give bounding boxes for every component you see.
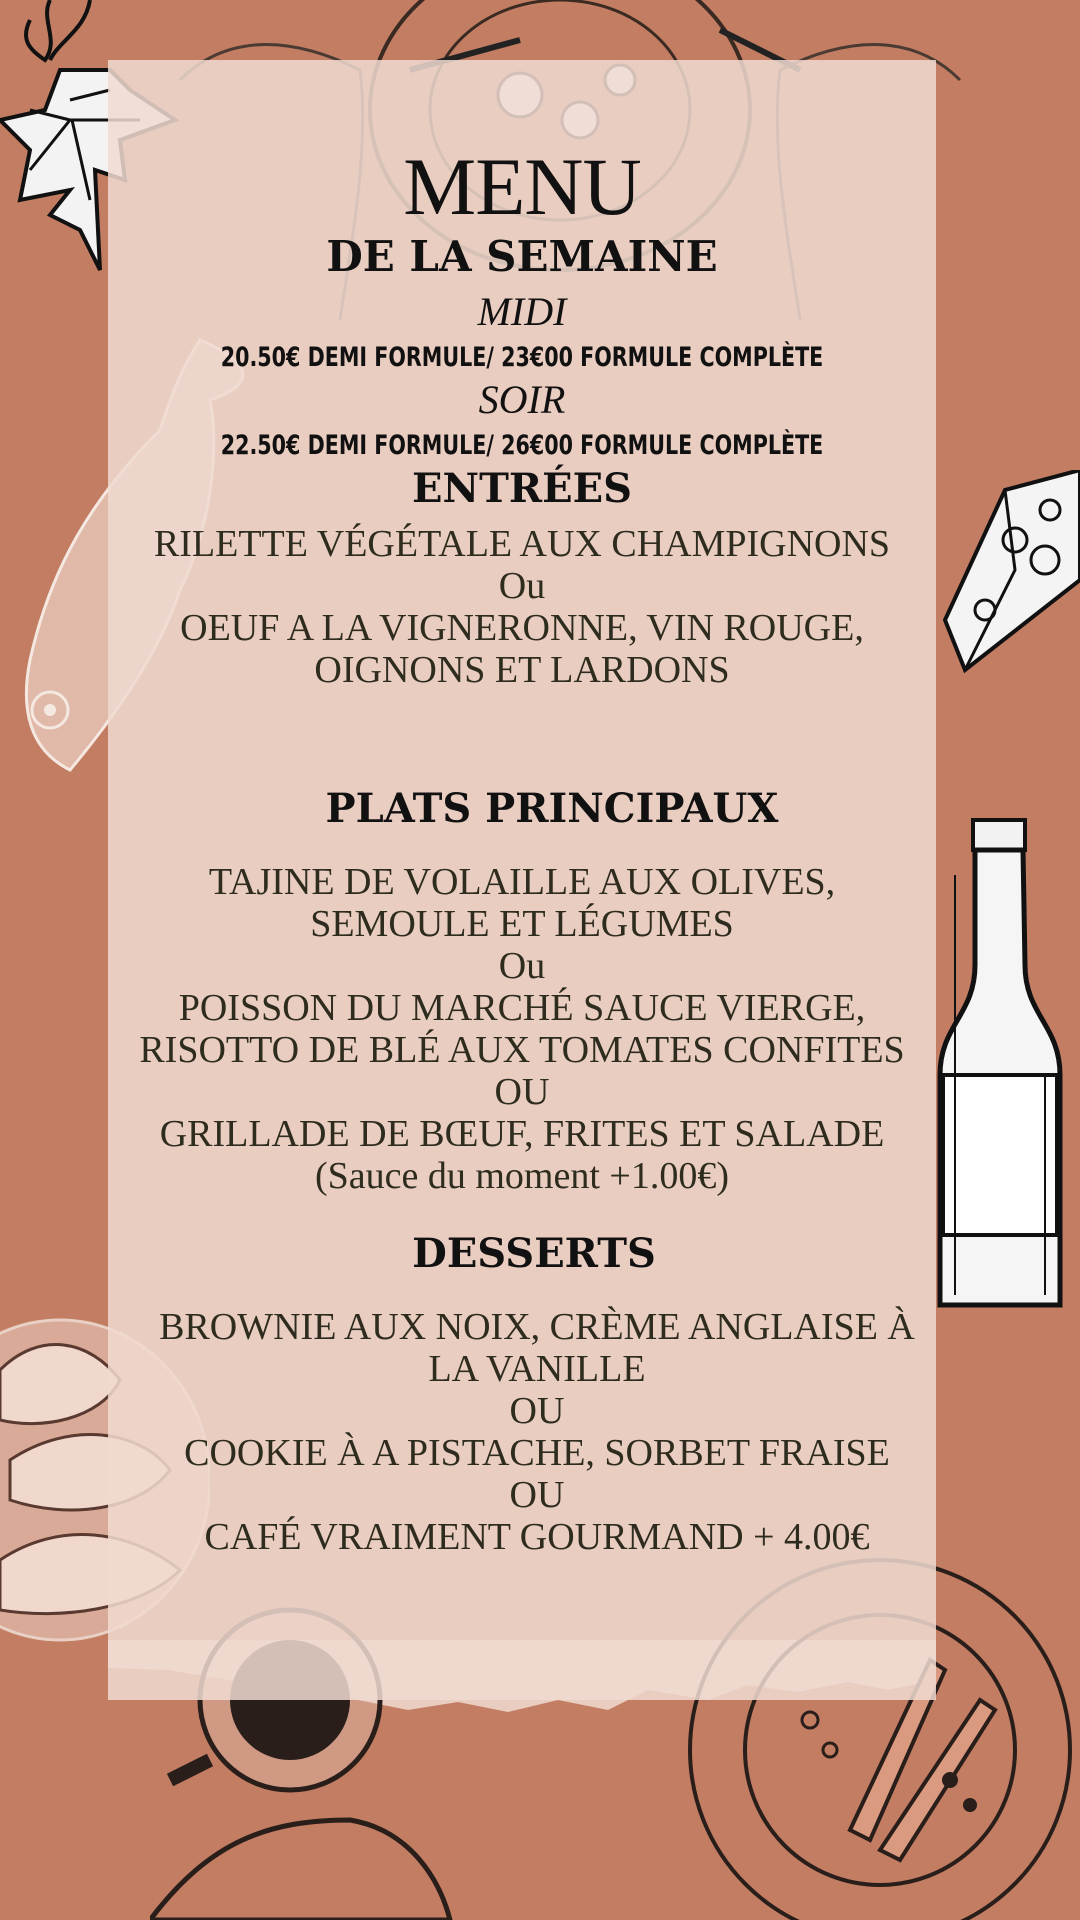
plats-title: PLATS PRINCIPAUX — [325, 785, 779, 832]
midi-label: MIDI — [477, 289, 567, 334]
menu-subtitle: DE LA SEMAINE — [326, 232, 718, 281]
plat-line: Ou — [498, 945, 546, 987]
midi-price: 20.50€ DEMI FORMULE/ 23€00 FORMULE COMPLÈTE — [220, 342, 824, 373]
dessert-line: COOKIE À A PISTACHE, SORBET FRAISE — [184, 1432, 890, 1474]
plat-line: GRILLADE DE BŒUF, FRITES ET SALADE — [159, 1113, 885, 1155]
entree-line: Ou — [498, 565, 546, 607]
dessert-line: OU — [509, 1390, 565, 1432]
plat-line: SEMOULE ET LÉGUMES — [310, 903, 734, 945]
menu-title: MENU — [403, 141, 641, 232]
dessert-line: BROWNIE AUX NOIX, CRÈME ANGLAISE À — [159, 1306, 915, 1348]
entrees-title: ENTRÉES — [412, 465, 632, 512]
dessert-line: CAFÉ VRAIMENT GOURMAND + 4.00€ — [204, 1516, 870, 1558]
entree-line: OIGNONS ET LARDONS — [314, 649, 730, 691]
soir-label: SOIR — [478, 377, 566, 422]
plat-line: RISOTTO DE BLÉ AUX TOMATES CONFITES — [139, 1029, 905, 1071]
plat-line: POISSON DU MARCHÉ SAUCE VIERGE, — [178, 987, 866, 1029]
dessert-line: OU — [509, 1474, 565, 1516]
dessert-line: LA VANILLE — [428, 1348, 646, 1390]
plat-line: (Sauce du moment +1.00€) — [314, 1155, 729, 1197]
soir-price: 22.50€ DEMI FORMULE/ 26€00 FORMULE COMPLÈTE — [220, 430, 824, 461]
entree-line: OEUF A LA VIGNERONNE, VIN ROUGE, — [180, 607, 864, 649]
desserts-title: DESSERTS — [412, 1230, 656, 1277]
plat-line: TAJINE DE VOLAILLE AUX OLIVES, — [208, 861, 836, 903]
entree-line: RILETTE VÉGÉTALE AUX CHAMPIGNONS — [153, 523, 891, 565]
plat-line: OU — [494, 1071, 550, 1113]
